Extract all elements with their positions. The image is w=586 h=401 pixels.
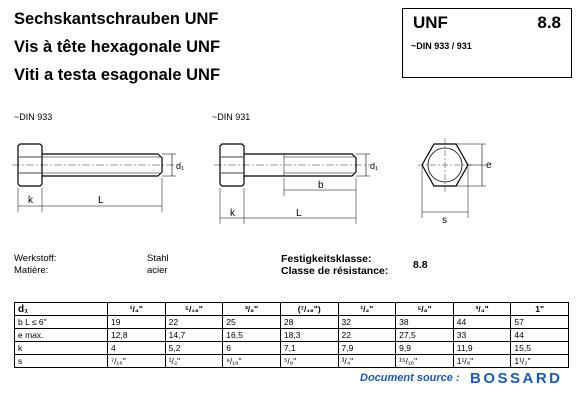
table-cell: b L ≤ 6"	[15, 316, 108, 329]
matiere-label: Matière:	[14, 265, 49, 276]
werkstoff-label: Werkstoff:	[14, 253, 57, 264]
table-header-cell: ³/₈"	[223, 303, 281, 316]
strength-class-label-fr: Classe de résistance:	[281, 265, 389, 277]
table-cell: 25	[223, 316, 281, 329]
table-cell: 19	[108, 316, 166, 329]
din931-label: ~DIN 931	[212, 112, 251, 122]
table-cell: ⁹/₁₆"	[223, 355, 281, 368]
table-cell: 32	[338, 316, 396, 329]
bossard-logo: BOSSARD	[470, 370, 563, 387]
strength-class-label-de: Festigkeitsklasse:	[281, 253, 372, 265]
table-cell: 16,5	[223, 329, 281, 342]
table-cell: k	[15, 342, 108, 355]
table-header-cell: ⁵/₈"	[396, 303, 454, 316]
table-header-cell: d₁	[15, 303, 108, 316]
table-row	[15, 355, 569, 368]
table-cell: 12,8	[108, 329, 166, 342]
table-cell: 18,3	[280, 329, 338, 342]
table-cell: 11,9	[453, 342, 511, 355]
din-standards: ~DIN 933 / 931	[411, 41, 472, 51]
material-fr: acier	[147, 265, 168, 276]
table-cell: 57	[511, 316, 569, 329]
table-row	[15, 316, 569, 329]
strength-grade: 8.8	[537, 13, 561, 32]
table-header-cell: ⁵/₁₆"	[165, 303, 223, 316]
strength-class-value: 8.8	[413, 259, 428, 271]
table-header-cell: 1"	[511, 303, 569, 316]
table-header-row	[15, 303, 569, 316]
table-cell: 27,5	[396, 329, 454, 342]
material-de: Stahl	[147, 253, 169, 264]
technical-drawings	[0, 120, 586, 230]
table-cell: e max.	[15, 329, 108, 342]
table-cell: 15,5	[511, 342, 569, 355]
din933-bolt-drawing	[12, 144, 176, 212]
table-cell: 9,9	[396, 342, 454, 355]
dim-L-933: L	[98, 195, 104, 206]
product-code-box	[402, 8, 572, 78]
table-cell: 33	[453, 329, 511, 342]
table-header-cell: (⁷/₁₆")	[280, 303, 338, 316]
table-header-cell: ³/₄"	[453, 303, 511, 316]
dim-d1-933: d₁	[176, 161, 185, 171]
table-cell: ¹⁵/₁₆"	[396, 355, 454, 368]
table-cell: 4	[108, 342, 166, 355]
table-cell: 7,1	[280, 342, 338, 355]
table-cell: 44	[453, 316, 511, 329]
dim-L-931: L	[296, 208, 302, 219]
document-source-label: Document source :	[360, 372, 460, 384]
dim-s: s	[442, 215, 447, 226]
table-cell: 44	[511, 329, 569, 342]
table-cell: 22	[165, 316, 223, 329]
table-cell: 6	[223, 342, 281, 355]
din933-label: ~DIN 933	[14, 112, 53, 122]
table-cell: ⁵/₈"	[280, 355, 338, 368]
dim-k-931: k	[230, 208, 235, 219]
title-de: Sechskantschrauben UNF	[14, 10, 219, 28]
table-cell: 38	[396, 316, 454, 329]
table-header-cell: ¹/₂"	[338, 303, 396, 316]
dimension-table	[14, 302, 569, 368]
din931-bolt-drawing	[214, 144, 370, 224]
table-cell: 1¹/₂"	[511, 355, 569, 368]
thread-type: UNF	[413, 13, 448, 32]
table-cell: 7,9	[338, 342, 396, 355]
table-cell: 28	[280, 316, 338, 329]
table-cell: 5,2	[165, 342, 223, 355]
table-row	[15, 329, 569, 342]
table-header-cell: ¹/₄"	[108, 303, 166, 316]
table-cell: ³/₄"	[338, 355, 396, 368]
hex-head-end-view	[418, 138, 486, 218]
table-cell: 14,7	[165, 329, 223, 342]
table-row	[15, 342, 569, 355]
dim-e: e	[486, 160, 492, 171]
table-cell: 1¹/₈"	[453, 355, 511, 368]
dim-d1-931: d₁	[370, 161, 379, 171]
title-it: Viti a testa esagonale UNF	[14, 66, 221, 84]
table-cell: 22	[338, 329, 396, 342]
table-cell: ¹/₂"	[165, 355, 223, 368]
table-cell: s	[15, 355, 108, 368]
dim-b-931: b	[318, 180, 324, 191]
dim-k-933: k	[28, 195, 33, 206]
table-cell: ⁷/₁₆"	[108, 355, 166, 368]
title-fr: Vis à tête hexagonale UNF	[14, 38, 221, 56]
